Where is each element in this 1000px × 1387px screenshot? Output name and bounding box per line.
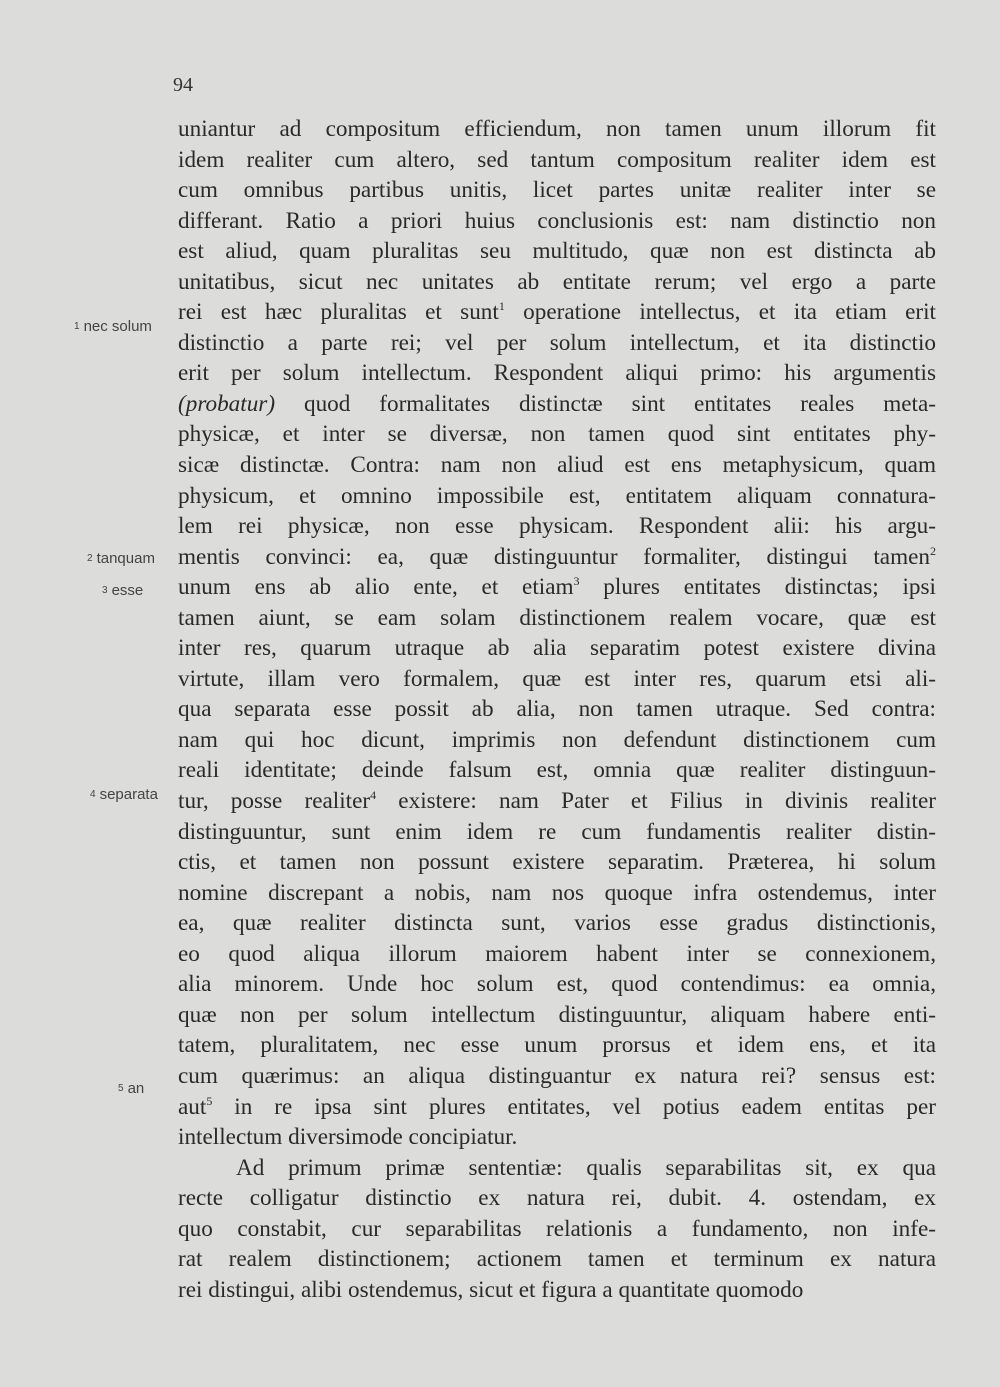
- margin-note-text: separata: [99, 786, 158, 803]
- text-line: [178, 786, 936, 817]
- margin-note-1: [74, 318, 152, 335]
- line-text: existere: nam Pater et Filius in divinis realiter: [376, 788, 936, 815]
- text-line: uniantur ad compositum efficiendum, non tamen unum illorum fit: [178, 116, 936, 142]
- margin-note-number: 3: [102, 585, 108, 596]
- text-line: erit per solum intellectum. Respondent aliqui primo: his argumentis: [178, 360, 936, 387]
- text-line: virtute, illam vero formalem, quæ est inter res, quarum etsi ali-: [178, 665, 936, 692]
- text-line: eo quod aliqua illorum maiorem habent inter se connexionem,: [178, 940, 936, 967]
- footnote-marker: 3: [573, 574, 580, 589]
- footnote-marker: 4: [370, 788, 377, 803]
- text-line: [178, 1092, 936, 1123]
- margin-note-5: [118, 1080, 144, 1097]
- footnote-marker: 2: [930, 543, 936, 558]
- text-line: unitatibus, sicut nec unitates ab entitate rerum; vel ergo a parte: [178, 268, 936, 295]
- text-line: ea, quæ realiter distincta sunt, varios esse gradus distinctionis,: [178, 910, 936, 937]
- text-line: alia minorem. Unde hoc solum est, quod contendimus: ea omnia,: [178, 971, 936, 998]
- margin-note-text: an: [127, 1080, 145, 1097]
- line-text: quod formalitates distinctæ sint entitates reales meta-: [275, 390, 936, 417]
- footnote-marker: 5: [206, 1093, 213, 1108]
- body-text: [178, 114, 936, 1305]
- text-line: differant. Ratio a priori huius conclusionis est: nam distinctio non: [178, 207, 936, 234]
- line-text: rei est hæc pluralitas et sunt: [178, 299, 499, 326]
- text-line: sicæ distinctæ. Contra: nam non aliud est ens metaphysicum, quam: [178, 452, 936, 479]
- margin-note-text: esse: [111, 582, 144, 599]
- text-line: ctis, et tamen non possunt existere separatim. Præterea, hi solum: [178, 849, 936, 876]
- footnote-marker: 1: [498, 299, 505, 314]
- margin-note-number: 2: [87, 553, 93, 564]
- margin-note-text: nec solum: [83, 318, 152, 335]
- line-text: in re ipsa sint plures entitates, vel potius eadem entitas per: [212, 1093, 936, 1120]
- margin-note-3: [102, 582, 143, 599]
- text-line: qua separata esse possit ab alia, non tamen utraque. Sed contra:: [178, 696, 936, 723]
- text-line: quo constabit, cur separabilitas relationis a fundamento, non infe-: [178, 1215, 936, 1242]
- text-line: nomine discrepant a nobis, nam nos quoque infra ostendemus, inter: [178, 879, 936, 906]
- margin-note-4: [90, 786, 158, 803]
- text-line: recte colligatur distinctio ex natura rei, dubit. 4. ostendam, ex: [178, 1185, 936, 1212]
- line-text: aut: [178, 1093, 207, 1120]
- text-line: cum quærimus: an aliqua distinguantur ex natura rei? sensus est:: [178, 1062, 936, 1089]
- line-text: mentis convinci: ea, quæ distinguuntur formaliter, distingui tamen: [178, 543, 930, 570]
- text-line: rat realem distinctionem; actionem tamen et terminum ex natura: [178, 1246, 936, 1273]
- text-line: rei distingui, alibi ostendemus, sicut et figura a quantitate quomodo: [178, 1276, 804, 1303]
- line-text: unum ens ab alio ente, et etiam: [178, 574, 574, 601]
- margin-note-2: [87, 550, 155, 567]
- text-line: physicum, et omnino impossibile est, entitatem aliquam connatura-: [178, 482, 936, 509]
- text-line: physicæ, et inter se diversæ, non tamen quod sint entitates phy-: [178, 421, 936, 448]
- text-line: [178, 542, 936, 573]
- text-line: cum omnibus partibus unitis, licet partes unitæ realiter inter se: [178, 177, 936, 204]
- text-line: [178, 389, 936, 420]
- margin-note-number: 5: [118, 1083, 124, 1094]
- margin-note-number: 4: [90, 789, 96, 800]
- text-line: idem realiter cum altero, sed tantum compositum realiter idem est: [178, 146, 936, 173]
- line-text: tur, posse realiter: [178, 788, 371, 815]
- text-line: lem rei physicæ, non esse physicam. Respondent alii: his argu-: [178, 513, 936, 540]
- text-line: reali identitate; deinde falsum est, omnia quæ realiter distinguun-: [178, 757, 936, 784]
- text-line: Ad primum primæ sententiæ: qualis separabilitas sit, ex qua: [236, 1154, 936, 1181]
- text-line: [178, 297, 936, 328]
- page-number: 94: [173, 74, 193, 96]
- margin-note-number: 1: [74, 321, 80, 332]
- text-line: distinctio a parte rei; vel per solum intellectum, et ita distinctio: [178, 329, 936, 356]
- text-line: nam qui hoc dicunt, imprimis non defendunt distinctionem cum: [178, 726, 936, 753]
- text-line: distinguuntur, sunt enim idem re cum fundamentis realiter distin-: [178, 818, 936, 845]
- text-line: [178, 572, 936, 603]
- text-line: tatem, pluralitatem, nec esse unum prorsus et idem ens, et ita: [178, 1032, 936, 1059]
- italic-text: (probatur): [178, 390, 276, 417]
- text-line: inter res, quarum utraque ab alia separatim potest existere divina: [178, 635, 936, 662]
- text-line: est aliud, quam pluralitas seu multitudo, quæ non est distincta ab: [178, 238, 936, 265]
- line-text: plures entitates distinctas; ipsi: [579, 574, 936, 601]
- text-line: tamen aiunt, se eam solam distinctionem realem vocare, quæ est: [178, 604, 936, 631]
- text-line: intellectum diversimode concipiatur.: [178, 1124, 518, 1151]
- line-text: operatione intellectus, et ita etiam erit: [504, 299, 936, 326]
- margin-note-text: tanquam: [96, 550, 155, 567]
- text-line: quæ non per solum intellectum distinguuntur, aliquam habere enti-: [178, 1001, 936, 1028]
